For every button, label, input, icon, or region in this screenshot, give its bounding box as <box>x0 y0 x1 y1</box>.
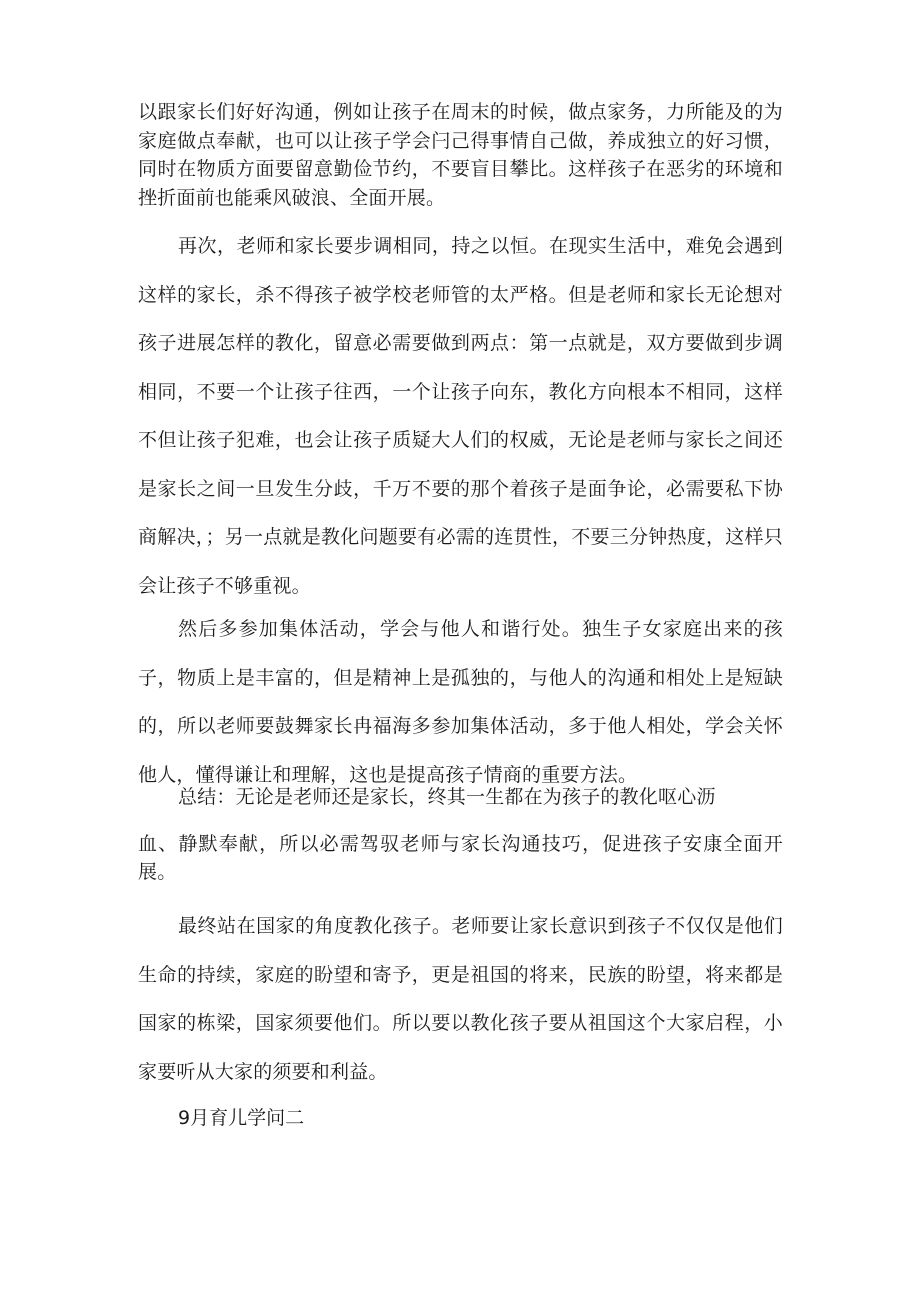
summary-line-1: 总结：无论是老师还是家长，终其一生都在为孩子的教化呕心沥 <box>178 786 716 808</box>
paragraph-chores: 以跟家长们好好沟通，例如让孩子在周末的时候，做点家务，力所能及的为家庭做点奉献，也可以让孩子学会闩己得事情自己做，养成独立的好习惯，同时在物质方面要留意勤俭节约，不要盲目攀比。这样孩子在恶劣的环境和挫折面前也能乘风破浪、全面开展。 <box>138 101 783 209</box>
paragraph-national-perspective: 最终站在国家的角度教化孩子。老师要让家长意识到孩子不仅仅是他们生命的持续，家庭的盼望和寄予，更是祖国的将来，民族的盼望，将来都是国家的栋梁，国家须要他们。所以要以教化孩子要从祖国这个大家启程，小家要听从大家的须要和利益。 <box>138 915 783 1083</box>
summary-line-2: 血、静默奉献，所以必需驾驭老师与家长沟通技巧，促进孩子安康全面开展。 <box>138 833 783 883</box>
paragraph-group-activities: 然后多参加集体活动，学会与他人和谐行处。独生子女家庭出来的孩子，物质上是丰富的，但是精神上是孤独的，与他人的沟通和相处上是短缺的，所以老师要鼓舞家长冉福海多参加集体活动，多于他人相处，学会关怀他人，懂得谦让和理解，这也是提高孩子情商的重要方法。 <box>138 618 783 786</box>
section-heading: 9月育儿学问二 <box>178 1107 305 1129</box>
paragraph-consistency: 再次，老师和家长要步调相同，持之以恒。在现实生活中，难免会遇到这样的家长，杀不得孩子被学校老师管的太严格。但是老师和家长无论想对孩子进展怎样的教化，留意必需要做到两点：第一点就是，双方要做到步调相同，不要一个让孩子往西，一个让孩子向东，教化方向根本不相同，这样不但让孩子犯难，也会让孩子质疑大人们的权威，无论是老师与家长之间还是家长之间一旦发生分歧，千万不要的那个着孩子是面争论，必需要私下协商解决，；另一点就是教化问题要有必需的连贯性，不要三分钟热度，这样只会让孩子不够重视。 <box>138 235 783 597</box>
